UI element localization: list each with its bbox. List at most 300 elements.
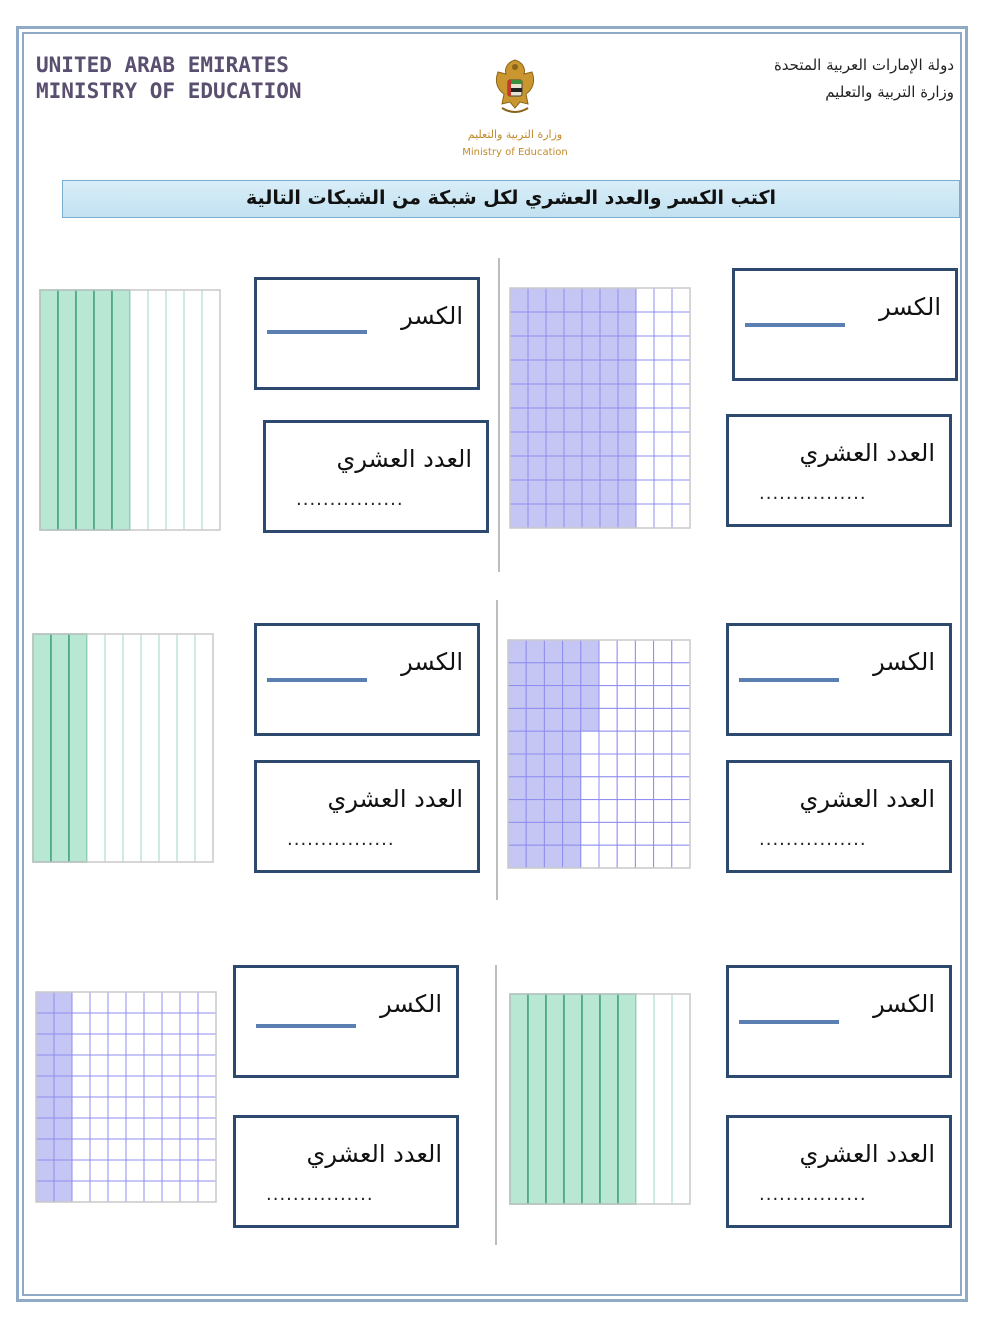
empty-tenth-strip xyxy=(195,634,213,862)
shaded-tenth-strip xyxy=(51,634,69,862)
shaded-hundredth-cell xyxy=(508,663,526,686)
empty-hundredth-cell xyxy=(180,1139,198,1160)
empty-hundredth-cell xyxy=(635,822,653,845)
fraction-label: الكسر xyxy=(380,990,442,1018)
empty-hundredth-cell xyxy=(144,1034,162,1055)
shaded-hundredth-cell xyxy=(600,336,618,360)
shaded-hundredth-cell xyxy=(544,754,562,777)
empty-hundredth-cell xyxy=(72,1097,90,1118)
fraction-answer-box[interactable] xyxy=(233,965,459,1078)
shaded-hundredth-cell xyxy=(582,360,600,384)
empty-hundredth-cell xyxy=(654,845,672,868)
shaded-hundredth-cell xyxy=(526,708,544,731)
shaded-tenth-strip xyxy=(76,290,94,530)
shaded-hundredth-cell xyxy=(546,336,564,360)
shaded-hundredth-cell xyxy=(54,1034,72,1055)
fraction-label: الكسر xyxy=(401,302,463,330)
empty-hundredth-cell xyxy=(90,1055,108,1076)
decimal-answer-box[interactable] xyxy=(726,414,952,527)
shaded-hundredth-cell xyxy=(36,1160,54,1181)
empty-hundredth-cell xyxy=(126,1181,144,1202)
shaded-tenth-strip xyxy=(40,290,58,530)
shaded-hundredth-cell xyxy=(508,686,526,709)
empty-hundredth-cell xyxy=(72,1055,90,1076)
shaded-hundredth-cell xyxy=(618,408,636,432)
empty-hundredth-cell xyxy=(108,992,126,1013)
empty-hundredth-cell xyxy=(599,708,617,731)
shaded-hundredth-cell xyxy=(54,1160,72,1181)
empty-tenth-strip xyxy=(105,634,123,862)
grid-hundredths xyxy=(510,288,690,528)
empty-hundredth-cell xyxy=(672,504,690,528)
shaded-hundredth-cell xyxy=(36,1076,54,1097)
empty-hundredth-cell xyxy=(162,992,180,1013)
decimal-label: العدد العشري xyxy=(799,439,935,467)
empty-hundredth-cell xyxy=(198,1013,216,1034)
empty-hundredth-cell xyxy=(108,1097,126,1118)
shaded-hundredth-cell xyxy=(54,992,72,1013)
shaded-hundredth-cell xyxy=(544,708,562,731)
shaded-hundredth-cell xyxy=(564,312,582,336)
shaded-hundredth-cell xyxy=(563,777,581,800)
shaded-hundredth-cell xyxy=(582,456,600,480)
empty-hundredth-cell xyxy=(672,288,690,312)
shaded-hundredth-cell xyxy=(546,360,564,384)
empty-hundredth-cell xyxy=(581,822,599,845)
empty-hundredth-cell xyxy=(581,800,599,823)
empty-hundredth-cell xyxy=(672,408,690,432)
empty-hundredth-cell xyxy=(90,1034,108,1055)
shaded-hundredth-cell xyxy=(581,686,599,709)
empty-hundredth-cell xyxy=(672,312,690,336)
decimal-label: العدد العشري xyxy=(799,1140,935,1168)
decimal-label: العدد العشري xyxy=(306,1140,442,1168)
shaded-hundredth-cell xyxy=(563,686,581,709)
uae-emblem-logo xyxy=(488,56,542,122)
empty-hundredth-cell xyxy=(636,360,654,384)
empty-hundredth-cell xyxy=(126,1118,144,1139)
empty-hundredth-cell xyxy=(180,1076,198,1097)
empty-hundredth-cell xyxy=(90,992,108,1013)
shaded-hundredth-cell xyxy=(546,504,564,528)
shaded-hundredth-cell xyxy=(618,336,636,360)
empty-hundredth-cell xyxy=(162,1181,180,1202)
empty-hundredth-cell xyxy=(162,1076,180,1097)
empty-tenth-strip xyxy=(141,634,159,862)
empty-tenth-strip xyxy=(184,290,202,530)
shaded-hundredth-cell xyxy=(510,288,528,312)
empty-hundredth-cell xyxy=(654,686,672,709)
shaded-hundredth-cell xyxy=(526,731,544,754)
shaded-hundredth-cell xyxy=(546,480,564,504)
empty-hundredth-cell xyxy=(108,1055,126,1076)
shaded-hundredth-cell xyxy=(600,504,618,528)
empty-tenth-strip xyxy=(166,290,184,530)
shaded-hundredth-cell xyxy=(36,1013,54,1034)
shaded-hundredth-cell xyxy=(526,845,544,868)
shaded-hundredth-cell xyxy=(36,1055,54,1076)
country-name-en: UNITED ARAB EMIRATES xyxy=(36,53,289,77)
shaded-hundredth-cell xyxy=(508,640,526,663)
empty-hundredth-cell xyxy=(162,1118,180,1139)
empty-hundredth-cell xyxy=(635,663,653,686)
empty-tenth-strip xyxy=(87,634,105,862)
shaded-tenth-strip xyxy=(94,290,112,530)
empty-hundredth-cell xyxy=(635,686,653,709)
empty-hundredth-cell xyxy=(198,1139,216,1160)
shaded-hundredth-cell xyxy=(582,288,600,312)
shaded-hundredth-cell xyxy=(510,360,528,384)
shaded-tenth-strip xyxy=(112,290,130,530)
empty-hundredth-cell xyxy=(72,1181,90,1202)
shaded-hundredth-cell xyxy=(528,480,546,504)
empty-hundredth-cell xyxy=(599,686,617,709)
empty-hundredth-cell xyxy=(90,1139,108,1160)
empty-tenth-strip xyxy=(123,634,141,862)
shaded-hundredth-cell xyxy=(546,408,564,432)
empty-hundredth-cell xyxy=(672,336,690,360)
empty-hundredth-cell xyxy=(654,288,672,312)
shaded-hundredth-cell xyxy=(510,336,528,360)
shaded-hundredth-cell xyxy=(564,408,582,432)
empty-hundredth-cell xyxy=(654,456,672,480)
fraction-blank-line xyxy=(739,1020,839,1024)
grid-tenths xyxy=(510,994,690,1204)
empty-tenth-strip xyxy=(672,994,690,1204)
empty-tenth-strip xyxy=(130,290,148,530)
empty-hundredth-cell xyxy=(162,1097,180,1118)
decimal-answer-box[interactable] xyxy=(233,1115,459,1228)
empty-hundredth-cell xyxy=(108,1181,126,1202)
shaded-hundredth-cell xyxy=(564,504,582,528)
empty-hundredth-cell xyxy=(654,663,672,686)
empty-tenth-strip xyxy=(177,634,195,862)
empty-hundredth-cell xyxy=(144,1055,162,1076)
shaded-tenth-strip xyxy=(564,994,582,1204)
empty-hundredth-cell xyxy=(636,480,654,504)
empty-hundredth-cell xyxy=(198,1076,216,1097)
ministry-name-ar: وزارة التربية والتعليم xyxy=(825,83,954,101)
shaded-hundredth-cell xyxy=(581,708,599,731)
empty-hundredth-cell xyxy=(654,360,672,384)
empty-hundredth-cell xyxy=(144,1097,162,1118)
shaded-hundredth-cell xyxy=(528,384,546,408)
shaded-hundredth-cell xyxy=(528,312,546,336)
empty-tenth-strip xyxy=(654,994,672,1204)
empty-hundredth-cell xyxy=(581,754,599,777)
shaded-hundredth-cell xyxy=(563,800,581,823)
decimal-blank-dots: ................ xyxy=(759,1184,867,1205)
shaded-hundredth-cell xyxy=(582,432,600,456)
empty-hundredth-cell xyxy=(108,1034,126,1055)
instruction-banner: اكتب الكسر والعدد العشري لكل شبكة من الشبكات التالية xyxy=(62,180,960,218)
empty-hundredth-cell xyxy=(599,731,617,754)
empty-hundredth-cell xyxy=(635,708,653,731)
shaded-hundredth-cell xyxy=(600,384,618,408)
shaded-hundredth-cell xyxy=(510,504,528,528)
empty-hundredth-cell xyxy=(90,1160,108,1181)
shaded-hundredth-cell xyxy=(564,336,582,360)
decimal-answer-box[interactable] xyxy=(726,760,952,873)
empty-tenth-strip xyxy=(159,634,177,862)
shaded-hundredth-cell xyxy=(563,708,581,731)
shaded-hundredth-cell xyxy=(600,360,618,384)
empty-hundredth-cell xyxy=(144,1076,162,1097)
empty-hundredth-cell xyxy=(108,1160,126,1181)
fraction-answer-box[interactable] xyxy=(732,268,958,381)
empty-hundredth-cell xyxy=(636,432,654,456)
grid-tenths xyxy=(40,290,220,530)
empty-hundredth-cell xyxy=(72,992,90,1013)
empty-hundredth-cell xyxy=(617,754,635,777)
shaded-hundredth-cell xyxy=(563,822,581,845)
empty-hundredth-cell xyxy=(198,1181,216,1202)
shaded-tenth-strip xyxy=(600,994,618,1204)
empty-hundredth-cell xyxy=(635,845,653,868)
empty-hundredth-cell xyxy=(599,640,617,663)
shaded-hundredth-cell xyxy=(600,288,618,312)
empty-hundredth-cell xyxy=(162,1160,180,1181)
empty-hundredth-cell xyxy=(635,800,653,823)
shaded-hundredth-cell xyxy=(54,1055,72,1076)
fraction-label: الكسر xyxy=(401,648,463,676)
shaded-hundredth-cell xyxy=(546,456,564,480)
shaded-hundredth-cell xyxy=(618,504,636,528)
shaded-hundredth-cell xyxy=(581,640,599,663)
fraction-blank-line xyxy=(256,1024,356,1028)
shaded-hundredth-cell xyxy=(618,312,636,336)
empty-hundredth-cell xyxy=(162,1139,180,1160)
shaded-hundredth-cell xyxy=(508,777,526,800)
empty-hundredth-cell xyxy=(162,1013,180,1034)
empty-hundredth-cell xyxy=(126,1013,144,1034)
shaded-tenth-strip xyxy=(582,994,600,1204)
empty-hundredth-cell xyxy=(654,480,672,504)
shaded-hundredth-cell xyxy=(36,1139,54,1160)
shaded-hundredth-cell xyxy=(582,504,600,528)
empty-hundredth-cell xyxy=(144,1160,162,1181)
shaded-hundredth-cell xyxy=(526,822,544,845)
shaded-hundredth-cell xyxy=(600,480,618,504)
empty-hundredth-cell xyxy=(672,663,690,686)
empty-hundredth-cell xyxy=(636,408,654,432)
empty-hundredth-cell xyxy=(635,754,653,777)
empty-hundredth-cell xyxy=(180,1118,198,1139)
empty-hundredth-cell xyxy=(672,432,690,456)
empty-hundredth-cell xyxy=(654,408,672,432)
empty-hundredth-cell xyxy=(654,731,672,754)
empty-hundredth-cell xyxy=(90,1076,108,1097)
shaded-hundredth-cell xyxy=(526,777,544,800)
fraction-blank-line xyxy=(745,323,845,327)
empty-hundredth-cell xyxy=(654,800,672,823)
empty-hundredth-cell xyxy=(180,1181,198,1202)
shaded-hundredth-cell xyxy=(582,384,600,408)
country-name-ar: دولة الإمارات العربية المتحدة xyxy=(773,56,954,74)
fraction-answer-box[interactable] xyxy=(254,623,480,736)
empty-hundredth-cell xyxy=(672,754,690,777)
empty-hundredth-cell xyxy=(672,640,690,663)
grid-hundredths xyxy=(36,992,216,1202)
fraction-answer-box[interactable] xyxy=(254,277,480,390)
empty-hundredth-cell xyxy=(654,822,672,845)
empty-hundredth-cell xyxy=(144,1181,162,1202)
empty-hundredth-cell xyxy=(617,686,635,709)
shaded-hundredth-cell xyxy=(526,663,544,686)
empty-hundredth-cell xyxy=(635,731,653,754)
shaded-hundredth-cell xyxy=(54,1139,72,1160)
shaded-hundredth-cell xyxy=(546,384,564,408)
empty-hundredth-cell xyxy=(672,360,690,384)
shaded-hundredth-cell xyxy=(36,992,54,1013)
empty-hundredth-cell xyxy=(599,777,617,800)
empty-hundredth-cell xyxy=(108,1139,126,1160)
empty-hundredth-cell xyxy=(654,640,672,663)
shaded-hundredth-cell xyxy=(546,288,564,312)
shaded-tenth-strip xyxy=(618,994,636,1204)
shaded-hundredth-cell xyxy=(563,663,581,686)
empty-hundredth-cell xyxy=(617,708,635,731)
shaded-hundredth-cell xyxy=(600,432,618,456)
shaded-hundredth-cell xyxy=(510,408,528,432)
column-divider-1 xyxy=(498,258,500,572)
empty-tenth-strip xyxy=(202,290,220,530)
empty-hundredth-cell xyxy=(654,777,672,800)
ministry-name-en: MINISTRY OF EDUCATION xyxy=(36,79,302,103)
decimal-answer-box[interactable] xyxy=(726,1115,952,1228)
shaded-hundredth-cell xyxy=(618,288,636,312)
empty-hundredth-cell xyxy=(654,312,672,336)
arabic-header xyxy=(774,52,954,106)
fraction-answer-box[interactable] xyxy=(726,623,952,736)
empty-hundredth-cell xyxy=(162,1055,180,1076)
shaded-hundredth-cell xyxy=(508,708,526,731)
empty-hundredth-cell xyxy=(636,336,654,360)
empty-hundredth-cell xyxy=(672,800,690,823)
fraction-answer-box[interactable] xyxy=(726,965,952,1078)
empty-hundredth-cell xyxy=(636,456,654,480)
decimal-answer-box[interactable] xyxy=(254,760,480,873)
decimal-label: العدد العشري xyxy=(336,445,472,473)
shaded-hundredth-cell xyxy=(510,384,528,408)
empty-hundredth-cell xyxy=(636,384,654,408)
empty-hundredth-cell xyxy=(636,312,654,336)
shaded-hundredth-cell xyxy=(564,432,582,456)
shaded-hundredth-cell xyxy=(544,686,562,709)
empty-hundredth-cell xyxy=(672,384,690,408)
shaded-hundredth-cell xyxy=(510,480,528,504)
empty-hundredth-cell xyxy=(126,1097,144,1118)
shaded-hundredth-cell xyxy=(508,731,526,754)
shaded-hundredth-cell xyxy=(528,288,546,312)
empty-hundredth-cell xyxy=(108,1076,126,1097)
empty-hundredth-cell xyxy=(198,992,216,1013)
empty-hundredth-cell xyxy=(672,708,690,731)
empty-hundredth-cell xyxy=(654,754,672,777)
empty-hundredth-cell xyxy=(144,992,162,1013)
shaded-hundredth-cell xyxy=(36,1097,54,1118)
empty-hundredth-cell xyxy=(144,1013,162,1034)
shaded-tenth-strip xyxy=(69,634,87,862)
empty-hundredth-cell xyxy=(72,1160,90,1181)
decimal-blank-dots: ................ xyxy=(266,1184,374,1205)
shaded-hundredth-cell xyxy=(563,754,581,777)
empty-hundredth-cell xyxy=(617,731,635,754)
shaded-hundredth-cell xyxy=(528,408,546,432)
empty-hundredth-cell xyxy=(90,1181,108,1202)
decimal-blank-dots: ................ xyxy=(759,829,867,850)
empty-hundredth-cell xyxy=(198,1160,216,1181)
shaded-hundredth-cell xyxy=(563,845,581,868)
empty-hundredth-cell xyxy=(72,1118,90,1139)
shaded-tenth-strip xyxy=(528,994,546,1204)
empty-hundredth-cell xyxy=(90,1013,108,1034)
shaded-tenth-strip xyxy=(546,994,564,1204)
empty-hundredth-cell xyxy=(90,1118,108,1139)
empty-hundredth-cell xyxy=(180,1055,198,1076)
shaded-hundredth-cell xyxy=(528,432,546,456)
shaded-hundredth-cell xyxy=(54,1076,72,1097)
shaded-hundredth-cell xyxy=(36,1034,54,1055)
empty-hundredth-cell xyxy=(162,1034,180,1055)
empty-hundredth-cell xyxy=(581,731,599,754)
empty-hundredth-cell xyxy=(599,800,617,823)
empty-hundredth-cell xyxy=(108,1013,126,1034)
shaded-hundredth-cell xyxy=(528,456,546,480)
empty-hundredth-cell xyxy=(72,1076,90,1097)
grid-hundredths xyxy=(508,640,690,868)
shaded-hundredth-cell xyxy=(54,1181,72,1202)
shaded-hundredth-cell xyxy=(618,456,636,480)
empty-hundredth-cell xyxy=(180,992,198,1013)
english-header xyxy=(36,52,302,104)
empty-hundredth-cell xyxy=(108,1118,126,1139)
shaded-hundredth-cell xyxy=(563,640,581,663)
decimal-answer-box[interactable] xyxy=(263,420,489,533)
empty-hundredth-cell xyxy=(672,845,690,868)
empty-hundredth-cell xyxy=(654,336,672,360)
empty-hundredth-cell xyxy=(672,777,690,800)
shaded-hundredth-cell xyxy=(546,432,564,456)
fraction-label: الكسر xyxy=(873,648,935,676)
shaded-hundredth-cell xyxy=(582,408,600,432)
shaded-hundredth-cell xyxy=(54,1118,72,1139)
shaded-hundredth-cell xyxy=(564,480,582,504)
empty-hundredth-cell xyxy=(90,1097,108,1118)
decimal-label: العدد العشري xyxy=(799,785,935,813)
empty-hundredth-cell xyxy=(617,777,635,800)
shaded-hundredth-cell xyxy=(510,456,528,480)
shaded-hundredth-cell xyxy=(508,754,526,777)
empty-hundredth-cell xyxy=(654,432,672,456)
empty-hundredth-cell xyxy=(72,1034,90,1055)
empty-hundredth-cell xyxy=(635,640,653,663)
decimal-blank-dots: ................ xyxy=(287,829,395,850)
empty-hundredth-cell xyxy=(617,640,635,663)
empty-hundredth-cell xyxy=(126,1076,144,1097)
empty-hundredth-cell xyxy=(180,1097,198,1118)
empty-hundredth-cell xyxy=(126,1055,144,1076)
shaded-hundredth-cell xyxy=(526,640,544,663)
shaded-hundredth-cell xyxy=(582,480,600,504)
empty-hundredth-cell xyxy=(126,992,144,1013)
decimal-label: العدد العشري xyxy=(327,785,463,813)
shaded-hundredth-cell xyxy=(582,336,600,360)
shaded-hundredth-cell xyxy=(600,312,618,336)
shaded-hundredth-cell xyxy=(600,408,618,432)
empty-hundredth-cell xyxy=(72,1139,90,1160)
empty-hundredth-cell xyxy=(144,1139,162,1160)
